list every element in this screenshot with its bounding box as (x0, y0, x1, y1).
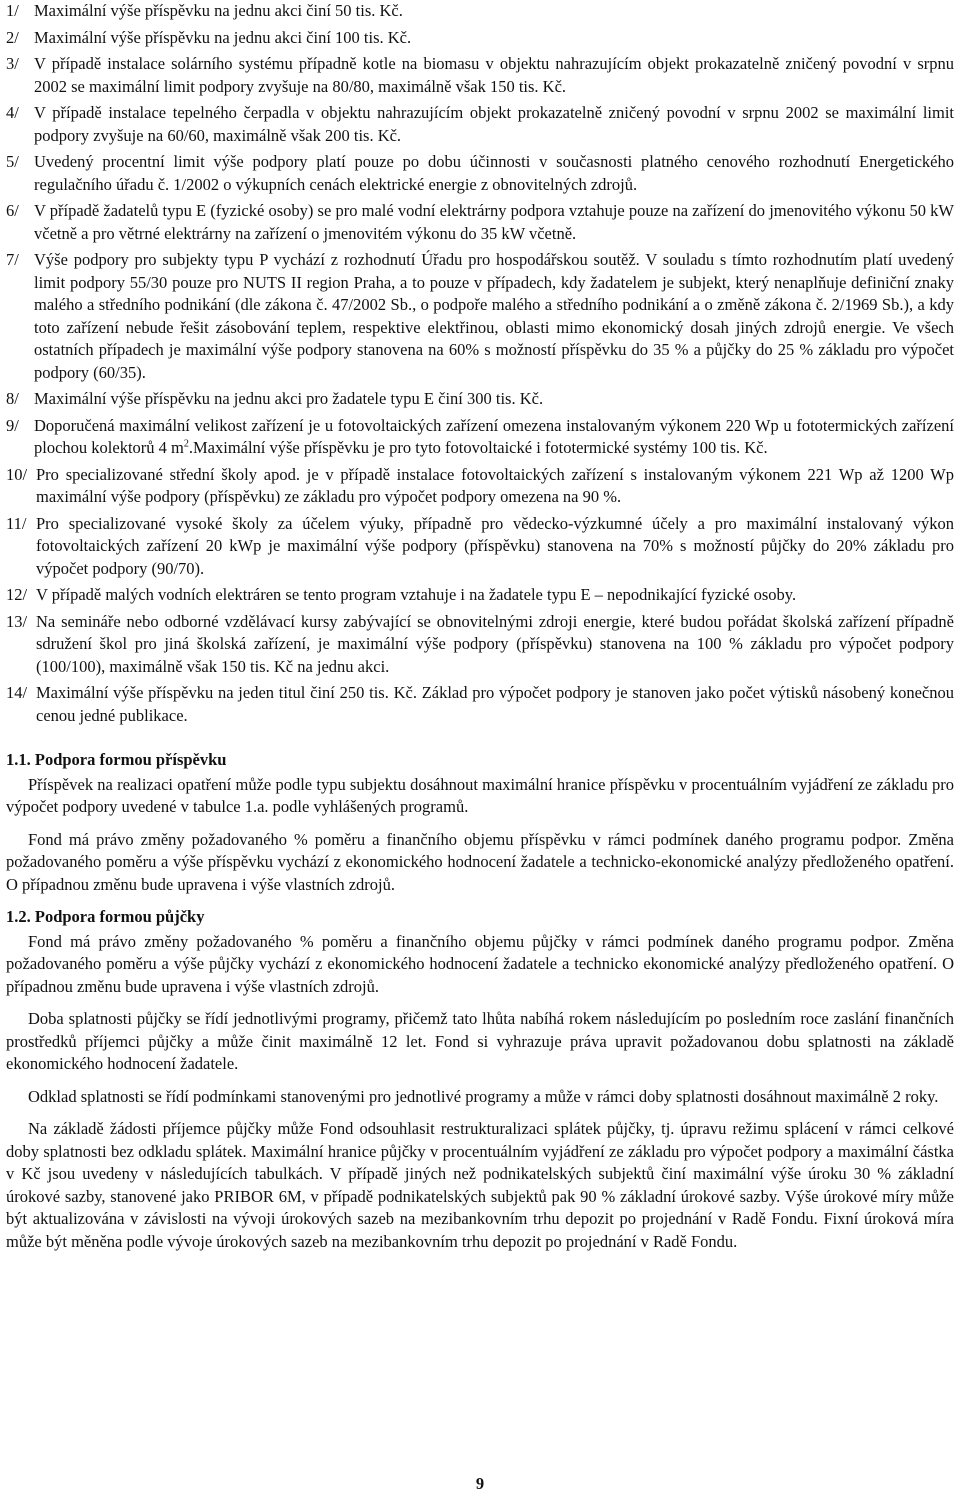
footnote-number: 13/ (6, 611, 28, 631)
footnote-text-part: .Maximální výše příspěvku je pro tyto fotovoltaické i fototermické systémy 100 tis. Kč. (188, 438, 768, 457)
footnote-10 (6, 464, 954, 509)
paragraph: Na základě žádosti příjemce půjčky může Fond odsouhlasit restrukturalizaci splátek půjčky, tj. úpravu režimu splácení v rámci celkové doby splatnosti bez odkladu splátek. Maximální hranice půjčky v procentuálním vyjádření ze základu pro výpočet podpory a maximální částka v Kč jsou uvedeny v následujících tabulkách. V případě jiných než podnikatelských subjektů činí maximální výše úroku 30 % základní úrokové sazby, stanovené jako PRIBOR 6M, v případě podnikatelských subjektů pak 90 % základní úrokové sazby. Výše úrokové míry může být aktualizována v závislosti na vývoji úrokových sazeb na mezibankovním trhu depozit po projednání v Radě Fondu. Fixní úroková míra může být měněna podle vývoje úrokových sazeb na mezibankovním trhu depozit po projednání v Radě Fondu. (6, 1119, 954, 1251)
paragraph: Příspěvek na realizaci opatření může podle typu subjektu dosáhnout maximální hranice příspěvku v procentuálním vyjádření ze základu pro výpočet podpory uvedené v tabulce 1.a. podle vyhlášených programů. (6, 774, 954, 816)
footnote-text: V případě malých vodních elektráren se tento program vztahuje i na žadatele typu E – nepodnikající fyzické osoby. (36, 585, 797, 604)
footnote-text: Výše podpory pro subjekty typu P vychází z rozhodnutí Úřadu pro hospodářskou soutěž. V souladu s tímto rozhodnutím platí uvedený limit podpory 55/30 pouze pro NUTS II region Praha, a to pouze v případech, kdy žadatelem je subjekt, který nenaplňuje definiční znaky malého a středního podnikání (dle zákona č. 47/2002 Sb., o podpoře malého a středního podnikání a o změně zákona č. 2/1969 Sb.), a kdy toto zařízení nebude řešit zásobování teplem, respektive elektřinou, oblasti mimo ekonomický dosah jiných zdrojů energie. Ve všech ostatních případech je maximální výše podpory stanovena na 60% s možností příspěvku do 35 % a půjčky do 25 % základu pro výpočet podpory (60/35). (34, 250, 954, 382)
footnote-9 (6, 415, 954, 460)
paragraph: Doba splatnosti půjčky se řídí jednotlivými programy, přičemž tato lhůta nabíhá rokem následujícím po posledním roce zaslání finančních prostředků příjemci půjčky a může činit maximálně 12 let. Fond si vyhrazuje práva upravit požadovanou dobu splatnosti na základě ekonomického hodnocení žadatele. (6, 1009, 954, 1073)
section-heading: 1.1. Podpora formou příspěvku (6, 750, 227, 769)
footnote-text-part: Doporučená maximální velikost zařízení je u fotovoltaických zařízení omezena instalovaným výkonem 220 Wp u fototermických zařízení plochou kolektorů 4 m (34, 415, 954, 457)
section-contribution (6, 749, 954, 896)
footnote-text: Uvedený procentní limit výše podpory platí pouze po dobu účinnosti v současnosti platného cenového rozhodnutí Energetického regulačního úřadu č. 1/2002 o výkupních cenách elektrické energie z obnovitelných zdrojů. (34, 152, 954, 194)
footnotes-list (6, 0, 954, 727)
section-loan (6, 906, 954, 1253)
footnote-text: Maximální výše příspěvku na jednu akci činí 100 tis. Kč. (34, 27, 412, 47)
footnote-number: 6/ (6, 201, 19, 220)
page-number: 9 (475, 1474, 485, 1493)
footnote-number: 11/ (6, 513, 27, 533)
footnote-2 (6, 27, 954, 50)
footnote-text: Maximální výše příspěvku na jednu akci pro žadatele typu E činí 300 tis. Kč. (34, 389, 544, 408)
footnote-text: Maximální výše příspěvku na jeden titul činí 250 tis. Kč. Základ pro výpočet podpory je stanoven jako počet výtisků násobený konečnou cenou jedné publikace. (36, 683, 954, 725)
footnote-number: 14/ (6, 683, 28, 702)
footnote-5 (6, 151, 954, 196)
footnote-number: 12/ (6, 585, 28, 604)
footnote-6 (6, 200, 954, 245)
footnote-number: 2/ (6, 27, 19, 47)
footnote-number: 5/ (6, 152, 19, 171)
footnote-number: 4/ (6, 103, 19, 122)
footnote-text (34, 415, 954, 460)
footnote-text: Pro specializované vysoké školy za účelem výuky, případně pro vědecko-výzkumné účely a pro maximální instalovaný výkon fotovoltaických zařízení 20 kWp je maximální výše podpory (příspěvku) stanovena na 70% s možností půjčky do 20% základu pro výpočet podpory (90/70). (36, 513, 954, 578)
footnote-number: 9/ (6, 415, 19, 435)
footnote-text: Maximální výše příspěvku na jednu akci činí 50 tis. Kč. (34, 1, 403, 20)
document-page (6, 0, 954, 1263)
footnote-number: 8/ (6, 389, 19, 408)
footnote-7 (6, 249, 954, 384)
footnote-11 (6, 513, 954, 581)
paragraph: Fond má právo změny požadovaného % poměru a finančního objemu půjčky v rámci podmínek daného programu podpor. Změna požadovaného poměru a výše půjčky vychází z ekonomického hodnocení žadatele a technicko ekonomické analýzy předloženého opatření. O případnou změnu bude upravena i výše vlastních zdrojů. (6, 931, 954, 996)
paragraph: Fond má právo změny požadovaného % poměru a finančního objemu příspěvku v rámci podmínek daného programu podpor. Změna požadovaného poměru a výše příspěvku vychází z ekonomického hodnocení žadatele a technicko-ekonomické analýzy předloženého opatření. O případnou změnu bude upravena i výše vlastních zdrojů. (6, 829, 954, 894)
superscript: 2 (183, 438, 189, 450)
paragraph: Odklad splatnosti se řídí podmínkami stanovenými pro jednotlivé programy a může v rámci doby splatnosti dosáhnout maximálně 2 roky. (28, 1086, 939, 1106)
footnote-number: 3/ (6, 54, 19, 73)
footnote-13 (6, 611, 954, 679)
footnote-1 (6, 0, 954, 23)
footnote-8 (6, 388, 954, 411)
footnote-text: V případě žadatelů typu E (fyzické osoby) se pro malé vodní elektrárny podpora vztahuje pouze na zařízení do jmenovitého výkonu 50 kW včetně a pro větrné elektrárny na zařízení o jmenovitém výkonu do 35 kW včetně. (34, 201, 954, 243)
footnote-number: 10/ (6, 464, 28, 484)
footnote-text: Na semináře nebo odborné vzdělávací kursy zabývající se obnovitelnými zdroji energie, které budou pořádat školská zařízení případně sdružení škol pro jiná školská zařízení, je maximální výše podpory (příspěvku) stanovena na 100 % základu pro výpočet podpory (100/100), maximálně však 150 tis. Kč na jednu akci. (36, 611, 954, 676)
footnote-4 (6, 102, 954, 147)
footnote-text: Pro specializované střední školy apod. je v případě instalace fotovoltaických zařízení s instalovaným výkonem 221 Wp až 1200 Wp maximální výše podpory (příspěvku) ze základu pro výpočet podpory omezena na 90 %. (36, 464, 954, 506)
footnote-text: V případě instalace solárního systému případně kotle na biomasu v objektu nahrazujícím objekt prokazatelně zničený povodní v srpnu 2002 se maximální limit podpory zvyšuje na 80/80, maximálně však 150 tis. Kč. (34, 54, 954, 96)
footnote-number: 1/ (6, 1, 19, 20)
footnote-number: 7/ (6, 250, 19, 269)
footnote-12 (6, 584, 954, 607)
footnote-text: V případě instalace tepelného čerpadla v objektu nahrazujícím objekt prokazatelně zničený povodní v srpnu 2002 se maximální limit podpory zvyšuje na 60/60, maximálně však 200 tis. Kč. (34, 103, 954, 145)
footnote-3 (6, 53, 954, 98)
section-heading: 1.2. Podpora formou půjčky (6, 907, 205, 926)
footnote-14 (6, 682, 954, 727)
